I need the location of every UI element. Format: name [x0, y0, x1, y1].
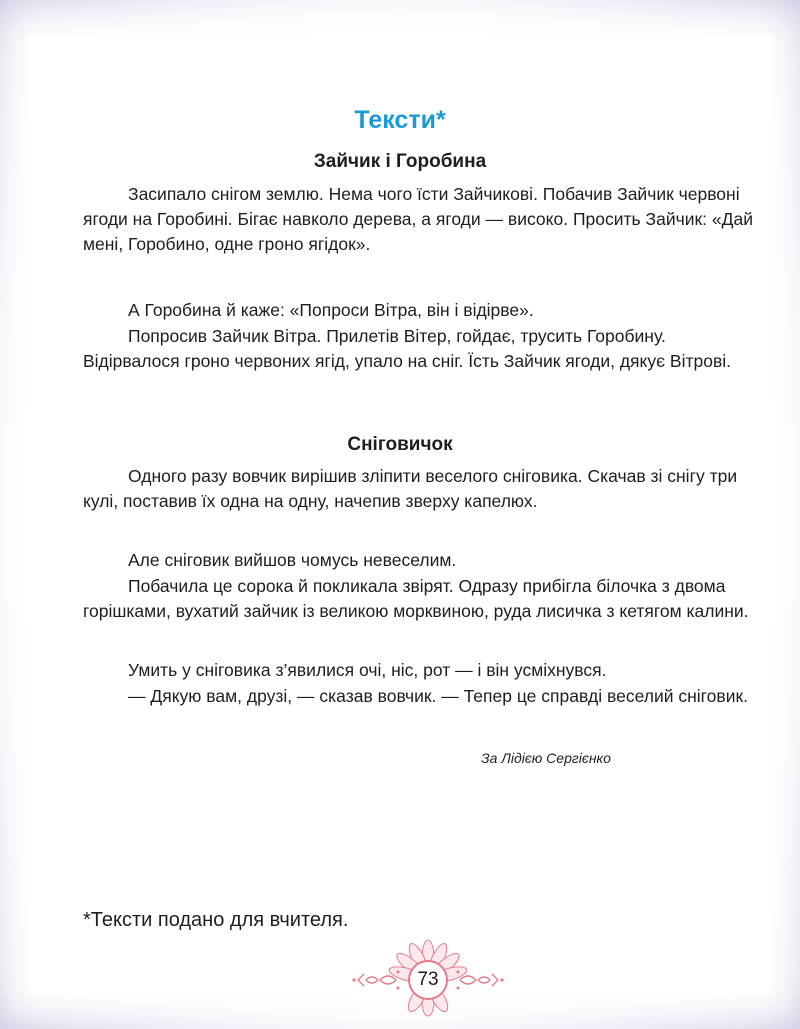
footnote: *Тексти подано для вчителя.	[83, 909, 349, 931]
page-title: Тексти*	[354, 106, 446, 134]
story1-paragraph-3: Попросив Зайчик Вітра. Прилетів Вітер, гойдає, трусить Горобину. Відірвалося гроно червоних ягід, упало на сніг. Їсть Зайчик ягоди, дякує Вітрові.	[83, 326, 732, 371]
story2-paragraph-3: Побачила це сорока й покликала звірят. Одразу прибігла білочка з двома горішками, вухатий зайчик із великою морквиною, руда лисичка з кетягом калини.	[83, 576, 749, 621]
story1-heading: Зайчик і Горобина	[313, 151, 487, 172]
book-page	[28, 36, 772, 994]
story1-paragraph-1: Засипало снігом землю. Нема чого їсти Зайчикові. Побачив Зайчик червоні ягоди на Горобині. Бігає навколо дерева, а ягоди — високо. Просить Зайчик: «Дай мені, Горобино, одне гроно ягідок».	[83, 184, 753, 254]
page-number-ornament	[338, 938, 518, 1018]
page-number: 73	[417, 969, 439, 990]
story1-paragraph-2: А Горобина й каже: «Попроси Вітра, він і відірве».	[128, 300, 534, 320]
story2-heading: Сніговичок	[347, 434, 453, 455]
story2-paragraph-1: Одного разу вовчик вирішив зліпити веселого сніговика. Скачав зі снігу три кулі, поставив їх одна на одну, начепив зверху капелюх.	[83, 466, 738, 511]
story2-paragraph-4: Умить у сніговика з’явилися очі, ніс, рот — і він усміхнувся.	[128, 660, 607, 680]
story2-attribution: За Лідією Сергієнко	[481, 750, 611, 766]
story2-paragraph-5: — Дякую вам, друзі, — сказав вовчик. — Тепер це справді веселий сніговик.	[128, 686, 748, 706]
story2-paragraph-2: Але сніговик вийшов чомусь невеселим.	[128, 550, 457, 570]
